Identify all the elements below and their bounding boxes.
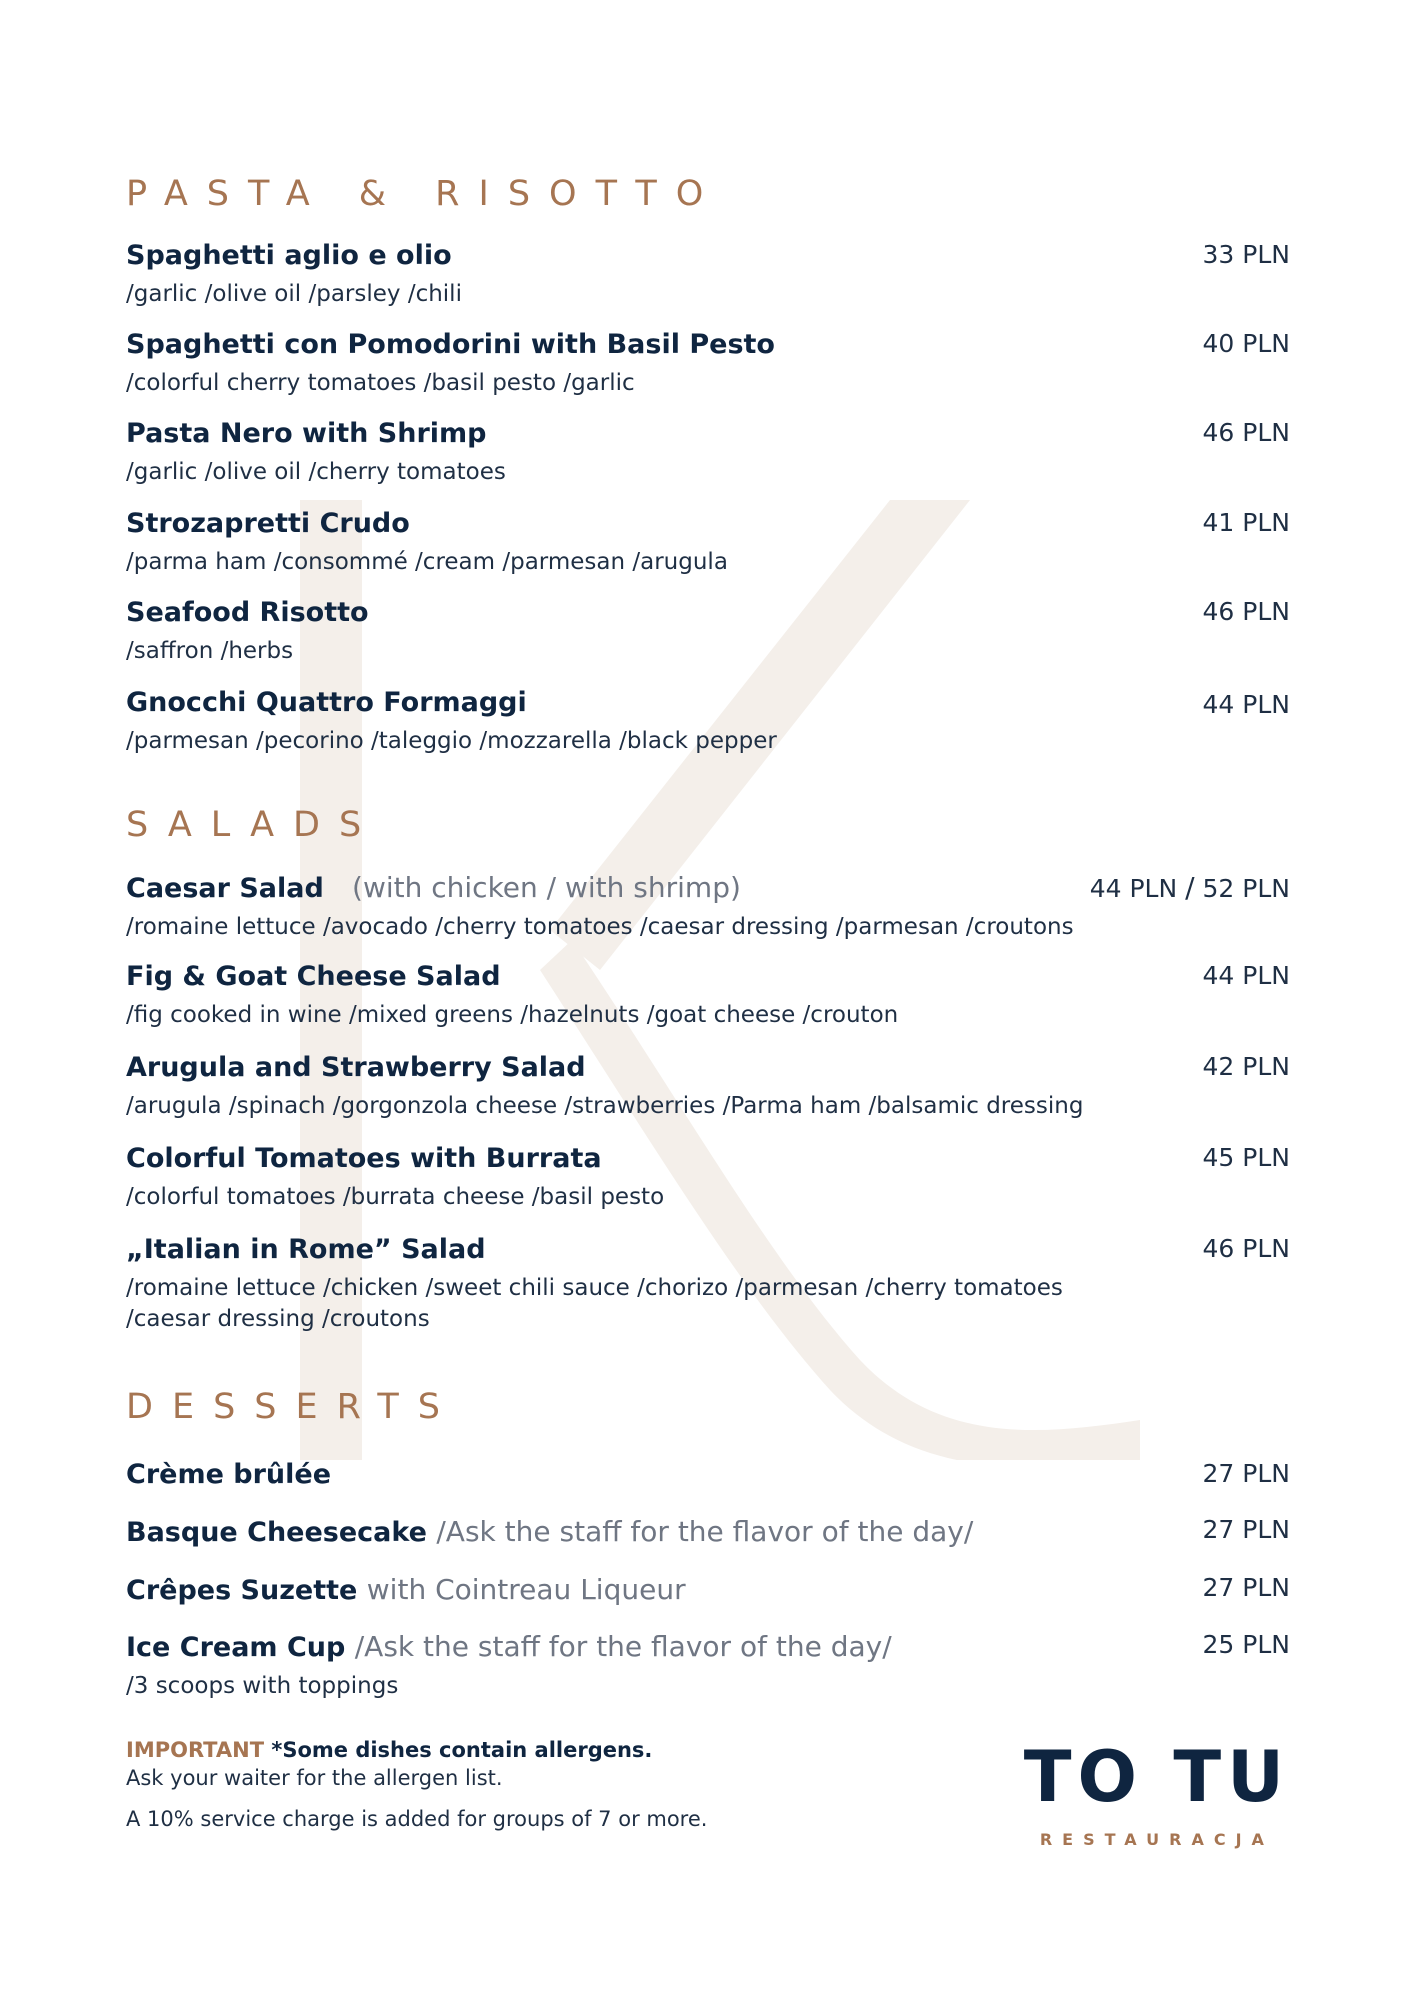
menu-item-spaghetti-aglio-e-olio: [126, 240, 1290, 310]
item-description: /garlic /olive oil /parsley /chili: [126, 281, 462, 307]
item-description: /garlic /olive oil /cherry tomatoes: [126, 459, 506, 485]
menu-item-caesar-salad: [126, 871, 1290, 943]
important-label: IMPORTANT: [126, 1738, 265, 1762]
menu-item-creme-brulee: [126, 1459, 1290, 1490]
item-note: /Ask the staff for the flavor of the day/: [354, 1630, 892, 1663]
item-price: 27 PLN: [1202, 1573, 1290, 1602]
menu-item-crepes-suzette: [126, 1573, 1290, 1606]
allergen-list-note: Ask your waiter for the allergen list.: [126, 1766, 503, 1790]
item-description: /parma ham /consommé /cream /parmesan /arugula: [126, 549, 728, 575]
restaurant-logo: [1023, 1736, 1290, 1849]
menu-item-gnocchi-quattro-formaggi: [126, 687, 1290, 757]
item-description: /colorful tomatoes /burrata cheese /basil pesto: [126, 1184, 665, 1210]
item-name: Fig & Goat Cheese Salad: [126, 961, 501, 992]
item-price: 41 PLN: [1202, 508, 1290, 537]
item-description: /saffron /herbs: [126, 638, 294, 664]
item-name-row: [126, 1573, 1290, 1606]
item-description: /arugula /spinach /gorgonzola cheese /strawberries /Parma ham /balsamic dressing: [126, 1093, 1084, 1119]
footer-notes: [126, 1738, 826, 1831]
item-name: Caesar Salad: [126, 873, 324, 904]
menu-item-pasta-nero: [126, 418, 1290, 488]
item-price: 45 PLN: [1202, 1143, 1290, 1172]
price-chicken: 44 PLN: [1089, 874, 1178, 903]
item-name: „Italian in Rome” Salad: [126, 1234, 486, 1265]
item-price: 33 PLN: [1202, 240, 1290, 269]
item-name-row: [126, 1630, 1290, 1663]
item-name: Colorful Tomatoes with Burrata: [126, 1143, 602, 1174]
item-note: with Cointreau Liqueur: [366, 1573, 686, 1606]
item-name: Strozapretti Crudo: [126, 508, 410, 539]
item-description-line: /caesar dressing /croutons: [126, 1306, 430, 1332]
menu-item-ice-cream-cup: [126, 1630, 1290, 1702]
section-title-desserts: DESSERTS: [126, 1387, 459, 1427]
item-price: 46 PLN: [1202, 597, 1290, 626]
allergen-notice: [126, 1738, 826, 1762]
item-description: /romaine lettuce /avocado /cherry tomatoes /caesar dressing /parmesan /croutons: [126, 914, 1074, 940]
menu-item-seafood-risotto: [126, 597, 1290, 667]
section-title-pasta-risotto: PASTA & RISOTTO: [126, 174, 723, 214]
item-price: 25 PLN: [1202, 1630, 1290, 1659]
item-name: Crème brûlée: [126, 1459, 332, 1490]
item-name: Crêpes Suzette: [126, 1575, 358, 1606]
item-note: (with chicken / with shrimp): [352, 871, 741, 904]
item-price: 44 PLN: [1202, 690, 1290, 719]
item-description: [126, 1273, 1290, 1335]
item-price: [1090, 871, 1290, 904]
item-name: Pasta Nero with Shrimp: [126, 418, 487, 449]
item-name: Spaghetti con Pomodorini with Basil Pesto: [126, 329, 775, 360]
item-description: /colorful cherry tomatoes /basil pesto /garlic: [126, 370, 635, 396]
price-shrimp: 52 PLN: [1202, 874, 1290, 903]
logo-name: TO TU: [1023, 1736, 1290, 1818]
item-name-row: [126, 1515, 1290, 1548]
item-price: 42 PLN: [1202, 1052, 1290, 1081]
item-price: 44 PLN: [1202, 961, 1290, 990]
price-separator: /: [1185, 871, 1195, 904]
item-price: 27 PLN: [1202, 1459, 1290, 1488]
item-price: 46 PLN: [1202, 418, 1290, 447]
menu-item-strozapretti-crudo: [126, 508, 1290, 578]
item-note: /Ask the staff for the flavor of the day/: [436, 1515, 974, 1548]
menu-item-basque-cheesecake: [126, 1515, 1290, 1548]
section-title-salads: SALADS: [126, 805, 381, 845]
menu-item-italian-in-rome-salad: [126, 1234, 1290, 1335]
item-description-line: /romaine lettuce /chicken /sweet chili sauce /chorizo /parmesan /cherry tomatoes: [126, 1275, 1063, 1301]
item-name: Basque Cheesecake: [126, 1517, 427, 1548]
item-description: /parmesan /pecorino /taleggio /mozzarella /black pepper: [126, 728, 777, 754]
menu-item-fig-goat-cheese-salad: [126, 961, 1290, 1031]
item-description: /fig cooked in wine /mixed greens /hazelnuts /goat cheese /crouton: [126, 1002, 899, 1028]
item-name: Arugula and Strawberry Salad: [126, 1052, 586, 1083]
logo-subtitle: RESTAURACJA: [1039, 1830, 1274, 1849]
item-name: Gnocchi Quattro Formaggi: [126, 687, 527, 718]
menu-item-spaghetti-con-pomodorini: [126, 329, 1290, 399]
item-name: Spaghetti aglio e olio: [126, 240, 452, 271]
item-price: 46 PLN: [1202, 1234, 1290, 1263]
menu-item-colorful-tomatoes-burrata: [126, 1143, 1290, 1213]
menu-item-arugula-strawberry-salad: [126, 1052, 1290, 1122]
item-price: 40 PLN: [1202, 329, 1290, 358]
service-charge-note: A 10% service charge is added for groups of 7 or more.: [126, 1807, 708, 1831]
item-description: /3 scoops with toppings: [126, 1673, 399, 1699]
important-text: *Some dishes contain allergens.: [271, 1738, 653, 1762]
item-name: Ice Cream Cup: [126, 1632, 346, 1663]
item-name: Seafood Risotto: [126, 597, 369, 628]
item-price: 27 PLN: [1202, 1515, 1290, 1544]
